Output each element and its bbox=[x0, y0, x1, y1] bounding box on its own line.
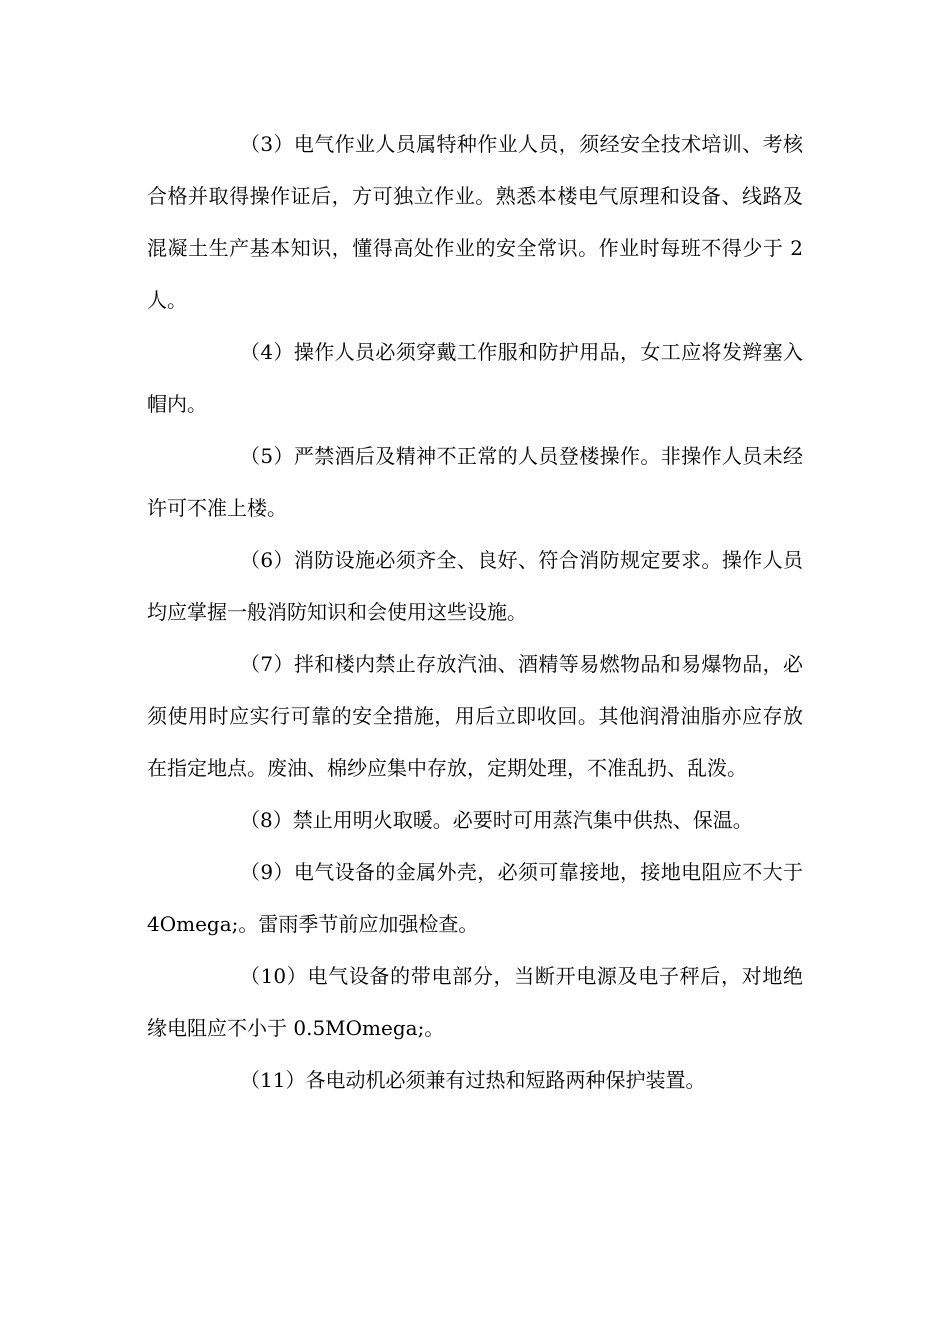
paragraph-item-6: （6）消防设施必须齐全、良好、符合消防规定要求。操作人员均应掌握一般消防知识和会使用这些设施。 bbox=[147, 548, 803, 624]
paragraph-item-7: （7）拌和楼内禁止存放汽油、酒精等易燃物品和易爆物品，必须使用时应实行可靠的安全措施，用后立即收回。其他润滑油脂亦应存放在指定地点。废油、棉纱应集中存放，定期处理，不准乱扔、乱泼。 bbox=[147, 652, 803, 780]
paragraph-item-8: （8）禁止用明火取暖。必要时可用蒸汽集中供热、保温。 bbox=[240, 808, 753, 832]
paragraph-item-5: （5）严禁酒后及精神不正常的人员登楼操作。非操作人员未经许可不准上楼。 bbox=[147, 444, 803, 520]
paragraph-item-11: （11）各电动机必须兼有过热和短路两种保护装置。 bbox=[240, 1068, 706, 1092]
paragraph-item-9: （9）电气设备的金属外壳，必须可靠接地，接地电阻应不大于 4Omega;。雷雨季节前应加强检查。 bbox=[147, 860, 803, 936]
document-body bbox=[147, 118, 803, 1106]
paragraph-item-3: （3）电气作业人员属特种作业人员，须经安全技术培训、考核合格并取得操作证后，方可独立作业。熟悉本楼电气原理和设备、线路及混凝土生产基本知识，懂得高处作业的安全常识。作业时每班不得少于 2 人。 bbox=[147, 132, 803, 312]
paragraph-item-4: （4）操作人员必须穿戴工作服和防护用品，女工应将发辫塞入帽内。 bbox=[147, 340, 803, 416]
paragraph-item-10: （10）电气设备的带电部分，当断开电源及电子秤后，对地绝缘电阻应不小于 0.5MOmega;。 bbox=[147, 964, 803, 1040]
